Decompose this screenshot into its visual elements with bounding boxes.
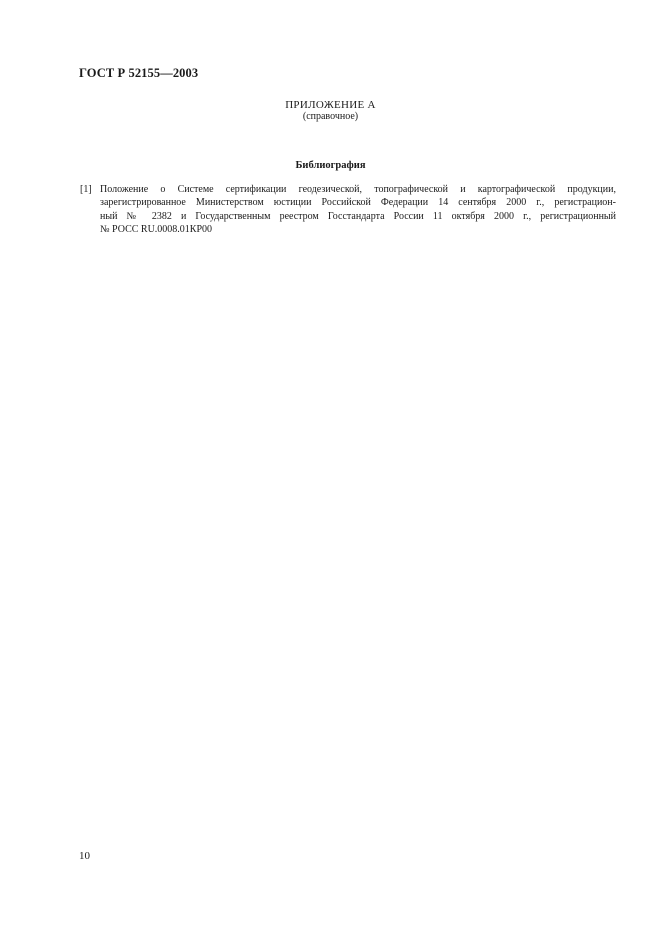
bibliography-heading: Библиография	[295, 160, 366, 171]
page-number: 10	[79, 850, 90, 862]
appendix-title: ПРИЛОЖЕНИЕ А	[285, 99, 376, 111]
bibliography-entry-line: Положение о Системе сертификации геодезической, топографической и картографической продукции,	[100, 184, 616, 195]
bibliography-entry-line: № РОСС RU.0008.01КР00	[100, 224, 213, 236]
bibliography-entry-line: зарегистрированное Министерством юстиции Российской Федерации 14 сентября 2000 г., регистрацион-	[100, 197, 616, 209]
bibliography-entry	[80, 183, 616, 237]
bibliography-entry-number: [1]	[80, 184, 92, 195]
bibliography-entry-line: ный № 2382 и Государственным реестром Госстандарта России 11 октября 2000 г., регистрационный	[100, 210, 616, 222]
document-header: ГОСТ Р 52155—2003	[79, 66, 199, 80]
appendix-subtitle: (справочное)	[302, 111, 359, 122]
